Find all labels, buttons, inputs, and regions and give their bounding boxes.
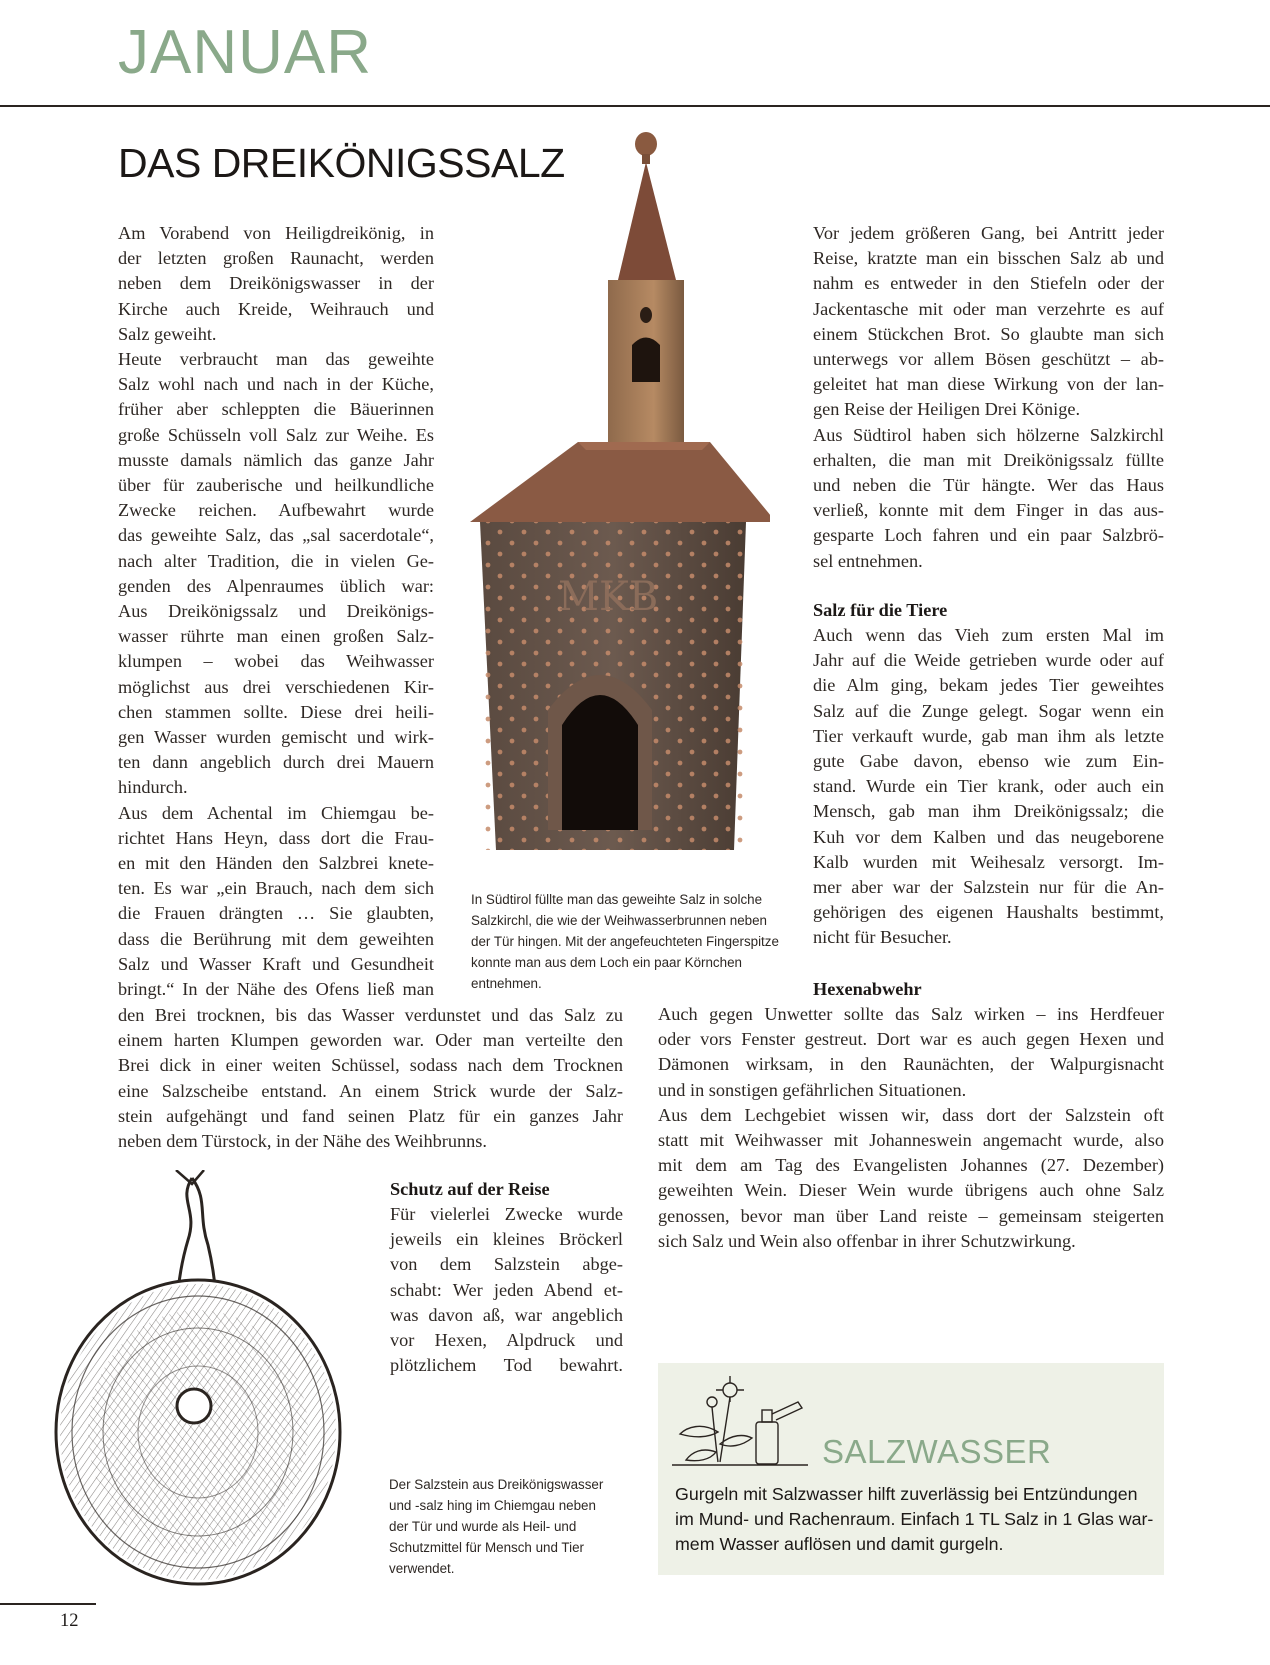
caption-line: der Tür und wurde als Heil- und [389, 1519, 577, 1534]
col1-line: Kirche auch Kreide, Weihrauch und [118, 298, 434, 319]
col3-line: nahm es entweder in den Stiefeln oder der [813, 273, 1164, 294]
col1-wide-text [118, 1003, 623, 1154]
col3-line: und neben die Tür hängte. Wer das Haus [813, 475, 1164, 496]
caption-line: entnehmen. [471, 976, 542, 991]
hexen-line: Dämonen wirksam, in den Raunächten, der Walpurgisnacht [658, 1054, 1164, 1075]
col1-line: möglichst aus drei verschiedenen Kir- [118, 676, 434, 697]
col3-line: gesparte Loch fahren und ein paar Salzbrö- [813, 525, 1164, 546]
hexen-line: oder vors Fenster gestreut. Dort war es auch gegen Hexen und [658, 1029, 1164, 1050]
caption-line: verwendet. [389, 1561, 455, 1576]
schutz-heading: Schutz auf der Reise [390, 1179, 550, 1199]
salzkirchl-photo [470, 130, 770, 875]
hexen-line: statt mit Weihwasser mit Johanneswein angemacht wurde, also [658, 1130, 1164, 1151]
col1-line: große Schüsseln voll Salz zur Weihe. Es [118, 424, 434, 445]
caption-line: Salzkirchl, die wie der Weihwasserbrunnen neben [471, 913, 767, 928]
col1-line: nach alter Tradition, die in vielen Ge- [118, 550, 434, 571]
col1-line: en mit den Händen den Salzbrei knete- [118, 853, 434, 874]
caption-line: konnte man aus dem Loch ein paar Körnchen [471, 955, 742, 970]
info-line: mem Wasser auflösen und damit gurgeln. [675, 1534, 1004, 1554]
hexen-line: sich Salz und Wein also offenbar in ihrer Schutzwirkung. [658, 1230, 1076, 1251]
col1-line: neben dem Dreikönigswasser in der [118, 273, 434, 294]
col1-line: bringt.“ In der Nähe des Ofens ließ man [118, 979, 434, 1000]
col3-line: gen Reise der Heiligen Drei Könige. [813, 399, 1081, 420]
caption-line: der Tür hingen. Mit der angefeuchteten Fingerspitze [471, 934, 779, 949]
tiere-line: Jahr auf die Weide getrieben wurde oder auf [813, 650, 1164, 671]
hexen-line: Aus dem Lechgebiet wissen wir, dass dort der Salzstein oft [658, 1104, 1164, 1125]
col3-line: unterwegs vor allem Bösen geschützt – ab- [813, 349, 1164, 370]
tiere-line: stand. Wurde ein Tier krank, oder auch ein [813, 776, 1164, 797]
col1-line: früher aber schleppten die Bäuerinnen [118, 399, 434, 420]
col3-line: Reise, kratzte man ein bisschen Salz ab und [813, 248, 1164, 269]
caption-line: In Südtirol füllte man das geweihte Salz in solche [471, 892, 763, 907]
col1-line: Am Vorabend von Heiligdreikönig, in [118, 223, 434, 243]
col3-line: Vor jedem größeren Gang, bei Antritt jeder [813, 223, 1164, 243]
article-title: DAS DREIKÖNIGSSALZ [118, 140, 565, 186]
tiere-line: Mensch, gab man ihm Dreikönigssalz; die [813, 801, 1164, 822]
col1-line: der letzten großen Raunacht, werden [118, 248, 434, 269]
col3-line: geleitet hat man diese Wirkung von der lan- [813, 374, 1164, 395]
salzstein-illustration [48, 1170, 353, 1590]
tiere-line: gute Gabe davon, ebenso wie zum Ein- [813, 751, 1164, 772]
hexen-line: Auch gegen Unwetter sollte das Salz wirken – ins Herdfeuer [658, 1004, 1164, 1024]
col3-line: Aus Südtirol haben sich hölzerne Salzkirchl [813, 424, 1164, 445]
tiere-line: die Alm ging, bekam jedes Tier geweihtes [813, 675, 1164, 696]
info-line: Gurgeln mit Salzwasser hilft zuverlässig bei Entzündungen [675, 1484, 1138, 1504]
col3-line: erhalten, die man mit Dreikönigssalz füllte [813, 449, 1164, 470]
salzwasser-text [675, 1482, 1155, 1557]
col3-line: sel entnehmen. [813, 550, 923, 571]
col1-line: die Frauen drängten … Sie glaubten, [118, 903, 434, 924]
col1-line: gen Wasser wurden gemischt und wirk- [118, 727, 434, 748]
col1-line: Salz und Wasser Kraft und Gesundheit [118, 953, 434, 974]
col1-line: dass die Berührung mit dem geweihten [118, 928, 434, 949]
tiere-line: mer aber war der Salzstein nur für die An- [813, 877, 1164, 898]
caption-line: Schutzmittel für Mensch und Tier [389, 1540, 584, 1555]
schutz-line: von dem Salzstein abge- [390, 1254, 623, 1275]
col1-line: klumpen – wobei das Weihwasser [118, 651, 434, 672]
col3-line: einem Stückchen Brot. So glaubte man sich [813, 323, 1164, 344]
salzwasser-title: SALZWASSER [822, 1433, 1052, 1470]
schutz-line: vor Hexen, Alpdruck und [390, 1330, 623, 1351]
page-number: 12 [60, 1611, 79, 1631]
col1-line: Zwecke reichen. Aufbewahrt wurde [118, 500, 434, 521]
col1-line: richtet Hans Heyn, dass dort die Frau- [118, 827, 434, 848]
schutz-line: jeweils ein kleines Bröckerl [390, 1229, 623, 1250]
schutz-line: Für vielerlei Zwecke wurde [390, 1204, 623, 1224]
schutz-line: was davon aß, war angeblich [390, 1304, 623, 1325]
tiere-line: Salz auf die Zunge gelegt. Sogar wenn ein [813, 700, 1164, 721]
col1-line: Salz wohl nach und nach in der Küche, [118, 374, 434, 395]
caption-line: und -salz hing im Chiemgau neben [389, 1498, 596, 1513]
col1-wide-line: den Brei trocknen, bis das Wasser verdunstet und das Salz zu [118, 1005, 623, 1025]
month-heading: JANUAR [118, 18, 373, 87]
hexen-line: genossen, bevor man über Land reiste – gemeinsam steigerten [658, 1205, 1164, 1226]
tiere-line: gehörigen des eigenen Haushalts bestimmt, [813, 902, 1164, 923]
col1-line: ten dann angeblich durch drei Mauern [118, 752, 434, 773]
info-line: im Mund- und Rachenraum. Einfach 1 TL Salz in 1 Glas war- [675, 1509, 1154, 1529]
col1-line: Aus dem Achental im Chiemgau be- [118, 802, 434, 823]
col1-line: hindurch. [118, 777, 188, 798]
col1-line: über für zauberische und heilkundliche [118, 475, 434, 496]
church-caption [471, 889, 801, 994]
col1-line: das geweihte Salz, das „sal sacerdotale“, [118, 525, 434, 546]
col1-wide-line: Brei dick in einer weiten Schüssel, sodass nach dem Trocknen [118, 1055, 623, 1076]
tiere-line: nicht für Besucher. [813, 927, 952, 948]
col1-line: chen stammen sollte. Diese drei heili- [118, 701, 434, 722]
schutz-text [390, 1202, 623, 1378]
col1-wide-line: einem harten Klumpen geworden war. Oder man verteilte den [118, 1030, 623, 1051]
col1-wide-line: stein aufgehängt und fand seinen Platz für ein ganzes Jahr [118, 1105, 623, 1126]
col1-line: musste damals nämlich das ganze Jahr [118, 449, 434, 470]
col3-line: verließ, konnte mit dem Finger in das aus- [813, 500, 1164, 521]
col3-line: Jackentasche mit oder man verzehrte es auf [813, 298, 1164, 319]
footer-rule [0, 1603, 96, 1605]
tiere-heading: Salz für die Tiere [813, 600, 948, 620]
caption-line: Der Salzstein aus Dreikönigswasser [389, 1477, 604, 1492]
header-rule [0, 105, 1270, 107]
tiere-line: Auch wenn das Vieh zum ersten Mal im [813, 625, 1164, 645]
schutz-line: schabt: Wer jeden Abend et- [390, 1279, 623, 1300]
tiere-line: Kalb wurden mit Weihesalz versorgt. Im- [813, 851, 1164, 872]
col1-line: genden des Alpenraumes üblich war: [118, 575, 434, 596]
hexen-heading: Hexenabwehr [813, 979, 922, 999]
hexen-line: und in sonstigen gefährlichen Situationen. [658, 1079, 967, 1100]
col1-line: Salz geweiht. [118, 323, 217, 344]
col3-text [813, 221, 1164, 574]
col1-line: ten. Es war „ein Brauch, nach dem sich [118, 878, 434, 899]
col1-wide-line: eine Salzscheibe entstand. An einem Strick wurde der Salz- [118, 1080, 623, 1101]
tiere-line: Kuh vor dem Kalben und das neugeborene [813, 826, 1164, 847]
salzstein-caption [389, 1474, 629, 1579]
col1-line: Heute verbraucht man das geweihte [118, 349, 434, 370]
tiere-text [813, 623, 1164, 951]
col1-wide-line: neben dem Türstock, in der Nähe des Weihbrunns. [118, 1131, 487, 1152]
schutz-line: plötzlichem Tod bewahrt. [390, 1355, 623, 1376]
hexen-line: geweihten Wein. Dieser Wein wurde übrigens auch ohne Salz [658, 1180, 1164, 1201]
col1-line: wasser rührte man einen großen Salz- [118, 626, 434, 647]
col1-line: Aus Dreikönigssalz und Dreikönigs- [118, 601, 434, 622]
tiere-line: Tier verkauft wurde, gab man ihm als letzte [813, 725, 1164, 746]
col1-text [118, 221, 434, 1002]
hexen-line: mit dem am Tag des Evangelisten Johannes (27. Dezember) [658, 1155, 1164, 1176]
herb-bottle-icon [672, 1372, 812, 1477]
hexen-text [658, 1002, 1164, 1254]
svg-text:MKB: MKB [558, 574, 659, 620]
